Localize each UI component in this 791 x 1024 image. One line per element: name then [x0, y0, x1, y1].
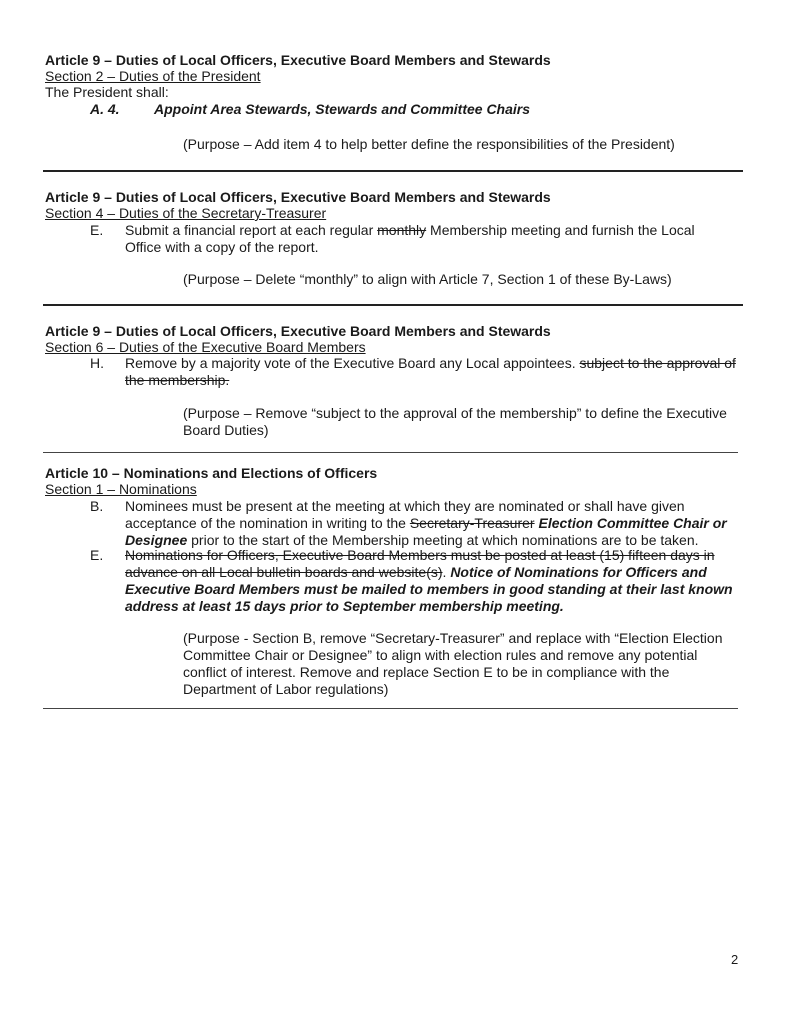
divider-2 — [43, 304, 743, 306]
item-e2-struck: Nominations for Officers, Executive Board Members must be posted at least (15) fifteen days in advance on all Local bulletin boards and website(s) — [125, 547, 715, 580]
item-b-text — [125, 498, 740, 549]
article-10-title: Article 10 – Nominations and Elections of Officers — [45, 465, 378, 481]
section-2-heading: Section 2 – Duties of the President — [45, 68, 261, 84]
item-h-text — [125, 355, 745, 389]
item-e-pre: Submit a financial report at each regular — [125, 222, 378, 238]
section-1-heading: Section 1 – Nominations — [45, 481, 197, 497]
item-e2-added: Notice of Nominations for Officers and Executive Board Members must be mailed to members in good standing at their last known address at least 15 days prior to September membership meeting. — [125, 564, 733, 614]
item-a4-number: A. 4. — [90, 101, 120, 117]
item-b-letter: B. — [90, 498, 104, 514]
item-e2-letter: E. — [90, 547, 104, 563]
item-b-struck: Secretary-Treasurer — [409, 515, 535, 531]
section-6-heading: Section 6 – Duties of the Executive Board Members — [45, 339, 366, 355]
president-intro: The President shall: — [45, 84, 169, 100]
item-e-post: Membership meeting and furnish the Local Office with a copy of the report. — [125, 222, 695, 255]
item-e2-mid: . — [442, 564, 451, 580]
purpose-3: (Purpose – Remove “subject to the approval of the membership” to define the Executive Board Duties) — [183, 405, 727, 438]
article-9-title-3: Article 9 – Duties of Local Officers, Executive Board Members and Stewards — [45, 323, 551, 339]
purpose-1: (Purpose – Add item 4 to help better define the responsibilities of the President) — [183, 136, 675, 152]
divider-4 — [43, 708, 738, 709]
purpose-2: (Purpose – Delete “monthly” to align with Article 7, Section 1 of these By-Laws) — [183, 271, 672, 287]
item-a4-text: Appoint Area Stewards, Stewards and Committee Chairs — [154, 101, 531, 117]
divider-3 — [43, 452, 738, 453]
divider-1 — [43, 170, 743, 172]
item-e2-text — [125, 547, 740, 615]
item-e-struck: monthly — [377, 222, 427, 238]
item-b-pre: Nominees must be present at the meeting at which they are nominated or shall have given acceptance of the nomination in writing to the — [125, 498, 685, 531]
item-e-letter: E. — [90, 222, 104, 238]
page-number: 2 — [731, 952, 739, 967]
article-9-title-2: Article 9 – Duties of Local Officers, Executive Board Members and Stewards — [45, 189, 551, 205]
item-h-struck: subject to the approval of the membership. — [125, 355, 736, 388]
article-9-title-1: Article 9 – Duties of Local Officers, Executive Board Members and Stewards — [45, 52, 551, 68]
item-h-pre: Remove by a majority vote of the Executive Board any Local appointees. — [125, 355, 580, 371]
section-4-heading: Section 4 – Duties of the Secretary-Treasurer — [45, 205, 327, 221]
purpose-4: (Purpose - Section B, remove “Secretary-Treasurer” and replace with “Election Election Committee Chair or Designee” to align with election rules and remove any potential conflict of interest. Remove and replace Section E to be in compliance with the Department of Labor regulations) — [183, 630, 723, 697]
item-b-added: Election Committee Chair or Designee — [125, 515, 727, 548]
item-h-letter: H. — [90, 355, 104, 371]
item-e-text — [125, 222, 715, 256]
item-b-post: prior to the start of the Membership meeting at which nominations are to be taken. — [187, 532, 699, 548]
